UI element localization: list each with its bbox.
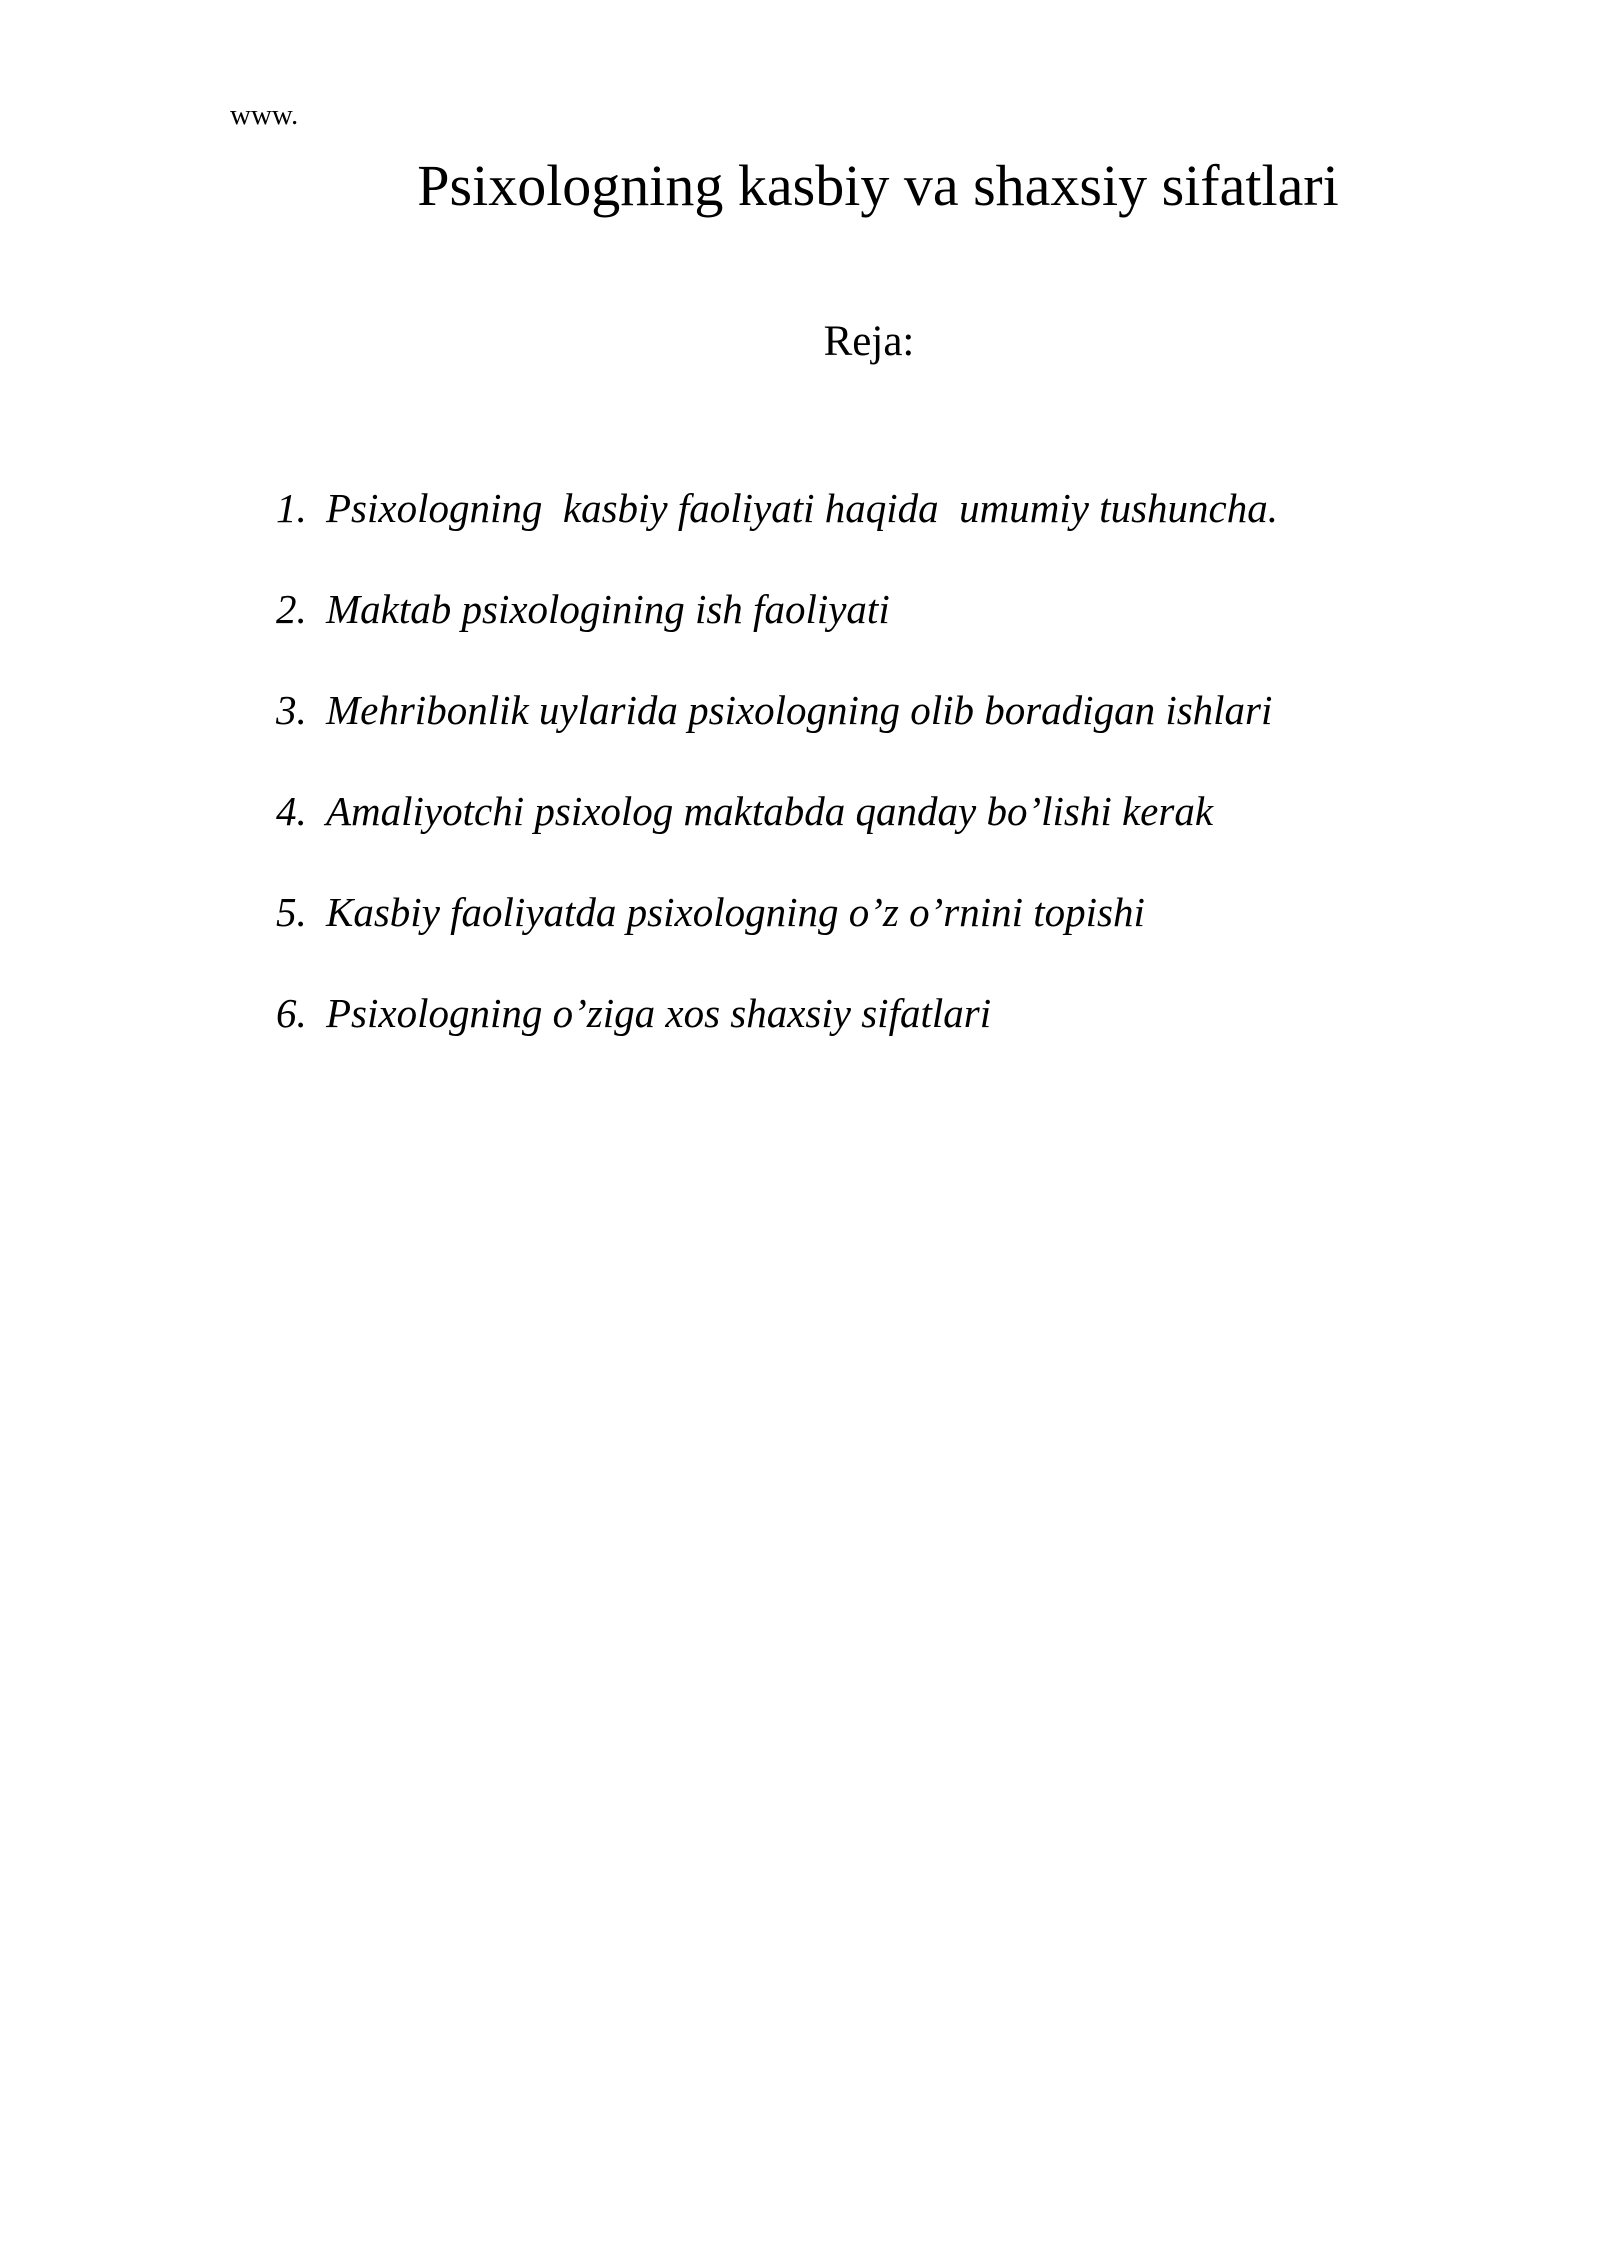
plan-list-item [276,482,1436,583]
plan-item-number: 4. [276,788,307,834]
document-title: Psixologning kasbiy va shaxsiy sifatlari [417,153,1339,218]
header-url-text: www. [230,99,299,131]
plan-list-item [276,583,1436,684]
plan-list-item [276,785,1436,886]
plan-item-text: Kasbiy faoliyatda psixologning o’z o’rnini topishi [326,889,1145,935]
plan-item-number: 5. [276,889,307,935]
plan-list-item [276,886,1436,987]
plan-item-text: Maktab psixologining ish faoliyati [326,586,890,632]
plan-list [276,482,1436,1088]
plan-item-text: Psixologning kasbiy faoliyati haqida umumiy tushuncha. [326,485,1279,531]
plan-item-number: 2. [276,586,307,632]
plan-item-number: 3. [276,687,307,733]
plan-item-text: Psixologning o’ziga xos shaxsiy sifatlari [326,990,992,1036]
plan-list-item [276,684,1436,785]
plan-list-item [276,987,1436,1088]
plan-item-number: 6. [276,990,307,1036]
plan-item-text: Mehribonlik uylarida psixologning olib boradigan ishlari [326,687,1273,733]
plan-item-text: Amaliyotchi psixolog maktabda qanday bo’lishi kerak [326,788,1214,834]
plan-item-number: 1. [276,485,307,531]
plan-heading: Reja: [823,318,915,365]
